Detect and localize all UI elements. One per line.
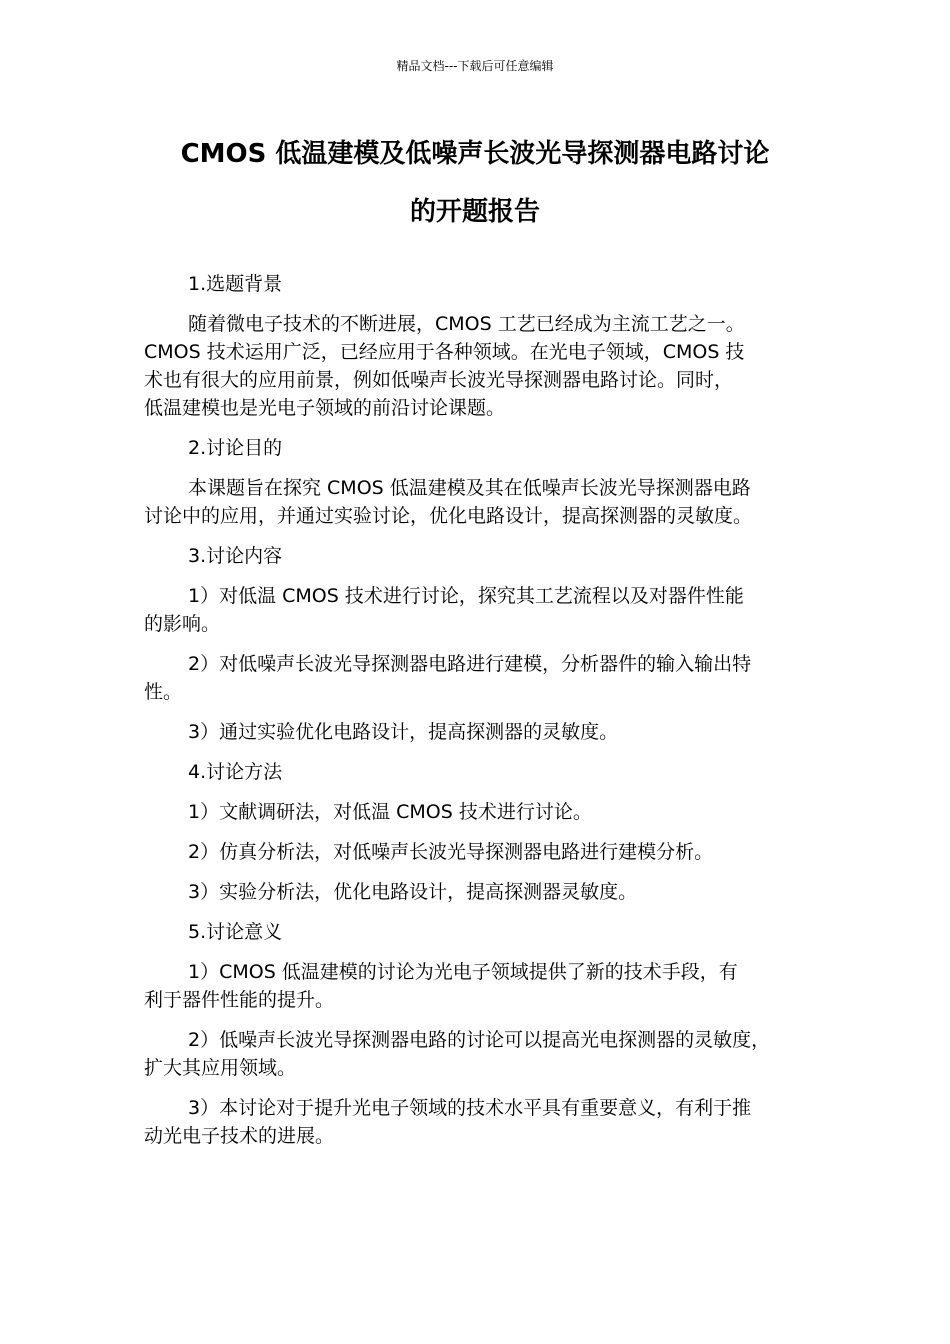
paragraph-line: 的影响。 <box>144 613 221 635</box>
paragraph-line: 低温建模也是光电子领域的前沿讨论课题。 <box>144 397 506 419</box>
document-title-line-2: 的开题报告 <box>409 197 540 227</box>
background-paragraph <box>144 310 816 422</box>
paragraph-line: 1）CMOS 低温建模的讨论为光电子领域提供了新的技术手段，有 <box>188 961 738 983</box>
paragraph-line: CMOS 技术运用广泛，已经应用于各种领域。在光电子领域，CMOS 技 <box>144 341 745 363</box>
significance-item-3 <box>144 1094 816 1150</box>
content-item-1 <box>144 582 816 638</box>
significance-item-2 <box>144 1026 816 1082</box>
paragraph-line: 2）对低噪声长波光导探测器电路进行建模，分析器件的输入输出特 <box>188 653 752 675</box>
method-item-3: 3）实验分析法，优化电路设计，提高探测器灵敏度。 <box>188 881 638 903</box>
section-heading-significance: 5.讨论意义 <box>188 921 283 943</box>
paragraph-line: 1）对低温 CMOS 技术进行讨论，探究其工艺流程以及对器件性能 <box>188 585 744 607</box>
paragraph-line: 扩大其应用领域。 <box>144 1057 297 1079</box>
paragraph-line: 讨论中的应用，并通过实验讨论，优化电路设计，提高探测器的灵敏度。 <box>144 505 753 527</box>
method-item-1: 1）文献调研法，对低温 CMOS 技术进行讨论。 <box>188 801 592 823</box>
section-heading-content: 3.讨论内容 <box>188 545 283 567</box>
paragraph-line: 利于器件性能的提升。 <box>144 989 335 1011</box>
paragraph-line: 术也有很大的应用前景，例如低噪声长波光导探测器电路讨论。同时， <box>144 369 734 391</box>
method-item-2: 2）仿真分析法，对低噪声长波光导探测器电路进行建模分析。 <box>188 841 714 863</box>
paragraph-line: 性。 <box>144 681 183 703</box>
paragraph-line: 随着微电子技术的不断进展，CMOS 工艺已经成为主流工艺之一。 <box>188 313 745 335</box>
paragraph-line: 3）本讨论对于提升光电子领域的技术水平具有重要意义，有利于推 <box>188 1097 752 1119</box>
paragraph-line: 2）低噪声长波光导探测器电路的讨论可以提高光电探测器的灵敏度， <box>188 1029 771 1051</box>
significance-item-1 <box>144 958 816 1014</box>
header-note: 精品文档---下载后可任意编辑 <box>396 59 554 73</box>
section-heading-purpose: 2.讨论目的 <box>188 437 283 459</box>
content-item-3: 3）通过实验优化电路设计，提高探测器的灵敏度。 <box>188 721 619 743</box>
purpose-paragraph <box>144 474 816 530</box>
section-heading-method: 4.讨论方法 <box>188 761 283 783</box>
content-item-2 <box>144 650 816 706</box>
paragraph-line: 本课题旨在探究 CMOS 低温建模及其在低噪声长波光导探测器电路 <box>188 477 751 499</box>
document-body <box>144 270 816 1162</box>
document-title-line-1: CMOS 低温建模及低噪声长波光导探测器电路讨论 <box>180 139 770 169</box>
section-heading-background: 1.选题背景 <box>188 273 283 295</box>
paragraph-line: 动光电子技术的进展。 <box>144 1125 335 1147</box>
